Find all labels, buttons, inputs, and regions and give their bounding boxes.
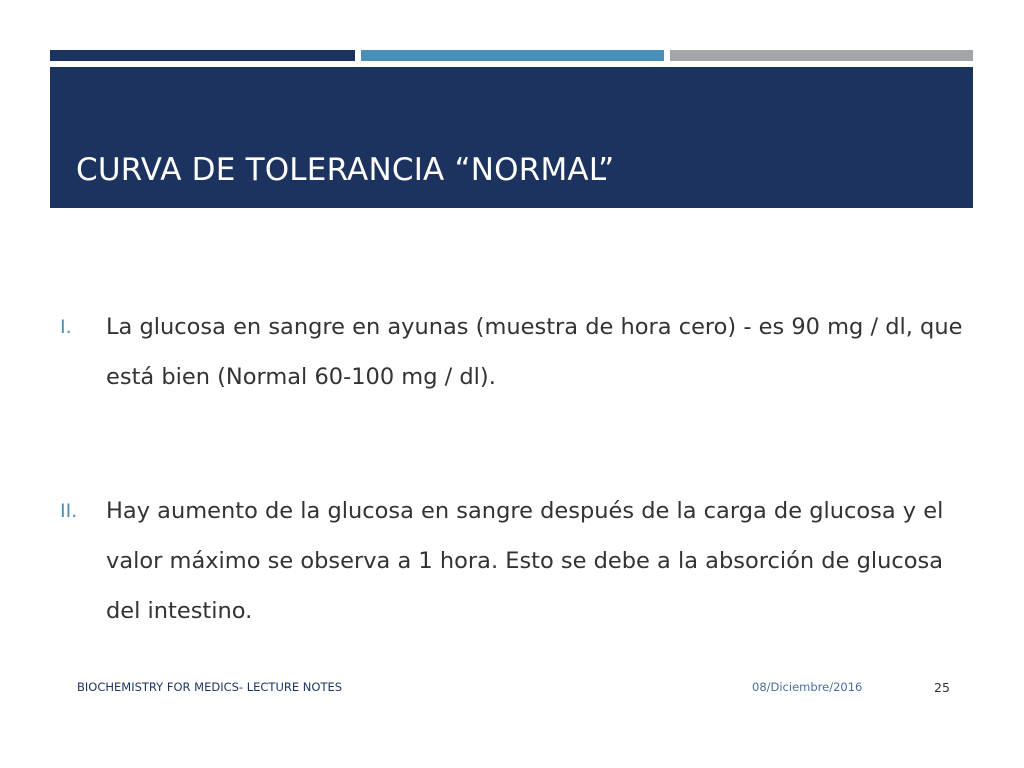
accent-bar-blue <box>361 50 664 61</box>
bullet-item-2 <box>60 486 970 636</box>
bullet-marker: I. <box>60 316 72 338</box>
slide-title: CURVA DE TOLERANCIA “NORMAL” <box>76 152 615 188</box>
bullet-text: La glucosa en sangre en ayunas (muestra de hora cero) - es 90 mg / dl, que está bien (Normal 60-100 mg / dl). <box>106 314 963 390</box>
footer-date: 08/Diciembre/2016 <box>752 680 863 694</box>
slide-content <box>60 302 970 636</box>
footer-course-title: BIOCHEMISTRY FOR MEDICS- LECTURE NOTES <box>77 680 343 694</box>
title-band <box>50 67 973 208</box>
accent-bar-gray <box>670 50 973 61</box>
accent-bar-dark <box>50 50 355 61</box>
bullet-text: Hay aumento de la glucosa en sangre después de la carga de glucosa y el valor máximo se observa a 1 hora. Esto se debe a la absorción de glucosa del intestino. <box>106 498 944 624</box>
footer-page-number: 25 <box>934 680 950 695</box>
bullet-marker: II. <box>60 500 78 522</box>
bullet-item-1 <box>60 302 970 402</box>
